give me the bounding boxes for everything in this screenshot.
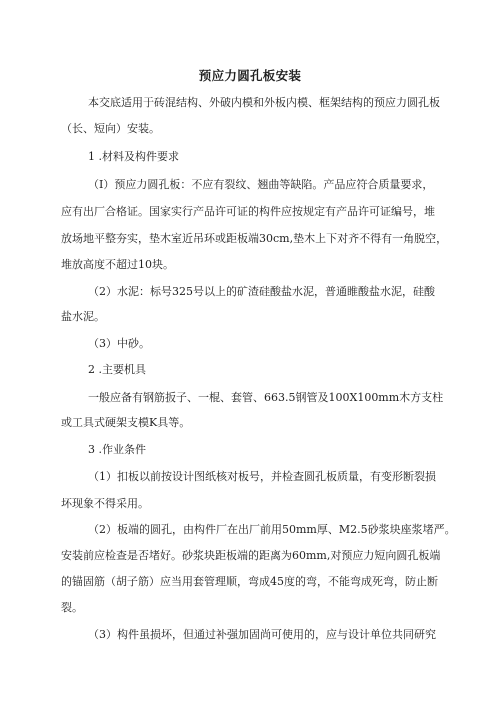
section-heading: 1 .材料及构件要求 bbox=[88, 150, 179, 163]
paragraph-line: （2）板端的圆孔，由构件厂在出厂前用50mm厚、M2.5砂浆块座浆堵严。 bbox=[88, 523, 456, 536]
paragraph-line: （3）中砂。 bbox=[88, 337, 150, 350]
paragraph-line: 应有出厂合格证。国家实行产品许可证的构件应按规定有产品许可证编号，堆 bbox=[61, 205, 435, 218]
paragraph-line: 一般应备有钢筋扳子、一棍、套管、663.5钢管及100X100mm木方支柱 bbox=[88, 391, 444, 404]
paragraph-line: 坏现象不得采用。 bbox=[61, 497, 149, 510]
section-heading: 3 .作业条件 bbox=[88, 443, 146, 456]
paragraph-line: 的锚固筋（胡子筋）应当用套管理顺，弯成45度的弯，不能弯成死弯，防止断 bbox=[61, 575, 438, 588]
paragraph-line: （3）构件虽损坏，但通过补强加固尚可使用的，应与设计单位共同研究 bbox=[88, 628, 436, 641]
section-heading: 2 .主要机具 bbox=[88, 363, 146, 376]
paragraph-line: 本交底适用于砖混结构、外破内模和外板内模、框架结构的预应力圆孔板 bbox=[88, 96, 440, 109]
paragraph-line: （2）水泥：标号325号以上的矿渣硅酸盐水泥，普通睢酸盐水泥，硅酸 bbox=[88, 285, 435, 298]
paragraph-line: （I）预应力圆孔板：不应有裂纹、翘曲等缺陷。产品应符合质量要求， bbox=[88, 178, 434, 191]
document-title: 预应力圆孔板安装 bbox=[198, 68, 302, 83]
paragraph-line: （长、短向）安装。 bbox=[61, 122, 160, 135]
paragraph-line: 或工具式硬架支模K具等。 bbox=[61, 416, 191, 429]
paragraph-line: 放场地平整夯实，垫木室近吊环或距板端30cm,垫木上下对齐不得有一角脱空， bbox=[61, 232, 448, 245]
paragraph-line: 堆放高度不超过10块。 bbox=[61, 258, 174, 271]
paragraph-line: 安装前应检查是否堵好。砂浆块距板端的距离为60mm,对预应力短向圆孔板端 bbox=[61, 549, 441, 562]
paragraph-line: 盐水泥。 bbox=[61, 310, 105, 323]
paragraph-line: （1）扣板以前按设计图纸核对板号，并检查圆孔板质量，有变形断裂损 bbox=[88, 470, 436, 483]
paragraph-line: 裂。 bbox=[61, 601, 83, 614]
